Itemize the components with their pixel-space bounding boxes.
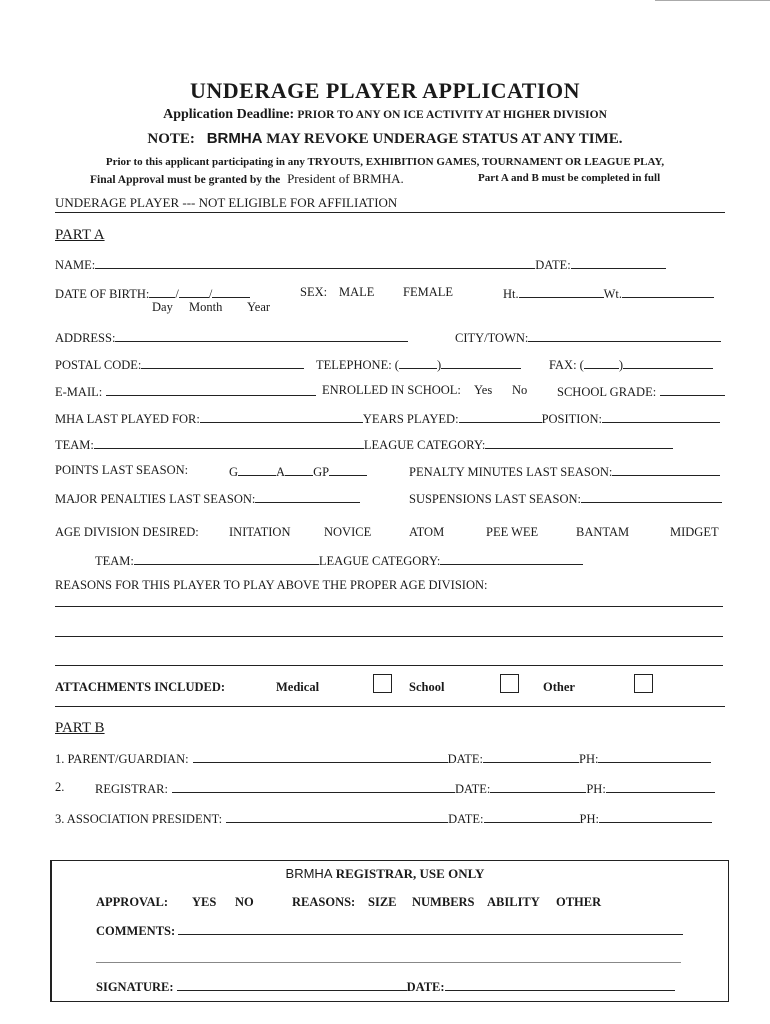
- sex-female-option[interactable]: FEMALE: [403, 285, 453, 299]
- attachment-school-checkbox[interactable]: [500, 674, 519, 693]
- weight-field[interactable]: [622, 285, 714, 298]
- reasons-line-1[interactable]: [55, 606, 723, 607]
- major-field[interactable]: [255, 490, 360, 503]
- postal-row: [55, 356, 304, 373]
- registrar-date-field[interactable]: [490, 780, 586, 793]
- team-row: [55, 436, 673, 453]
- position-field[interactable]: [602, 410, 720, 423]
- major-row: [55, 490, 360, 507]
- team2-label: TEAM:: [95, 554, 134, 568]
- registrar-number: 2.: [55, 780, 65, 794]
- sex-label: SEX:: [300, 285, 328, 299]
- part-a-end-rule: [55, 706, 725, 707]
- address-row: [55, 329, 408, 346]
- page-title: UNDERAGE PLAYER APPLICATION: [190, 78, 580, 103]
- suspensions-group: [409, 490, 722, 507]
- city-field[interactable]: [528, 329, 721, 342]
- division-pee-wee[interactable]: PEE WEE: [486, 525, 539, 539]
- president-date-label: DATE:: [448, 812, 484, 826]
- reason-ability-option[interactable]: ABILITY: [487, 895, 540, 909]
- attachment-medical-checkbox[interactable]: [373, 674, 392, 693]
- height-label: Ht.: [503, 287, 519, 301]
- division-initation[interactable]: INITATION: [229, 525, 291, 539]
- assists-field[interactable]: [285, 463, 313, 476]
- weight-label: Wt.: [603, 287, 623, 301]
- years-field[interactable]: [459, 410, 542, 423]
- mha-field[interactable]: [200, 410, 363, 423]
- reason-other-option[interactable]: OTHER: [556, 895, 602, 909]
- fax-group: [549, 356, 713, 373]
- parent-date-label: DATE:: [447, 752, 483, 766]
- age-division-label: AGE DIVISION DESIRED:: [55, 525, 199, 539]
- approval-yes-option[interactable]: YES: [192, 895, 217, 909]
- president-ph-field[interactable]: [599, 810, 712, 823]
- enrolled-no-option[interactable]: No: [512, 383, 528, 397]
- president-date-field[interactable]: [484, 810, 580, 823]
- name-label: NAME:: [55, 258, 96, 272]
- assists-label: A: [276, 465, 286, 479]
- position-label: POSITION:: [541, 412, 602, 426]
- name-field[interactable]: [95, 256, 535, 269]
- note-text: MAY REVOKE UNDERAGE STATUS AT ANY TIME.: [266, 131, 623, 147]
- attachment-other-checkbox[interactable]: [634, 674, 653, 693]
- president-label: 3. ASSOCIATION PRESIDENT:: [55, 812, 223, 826]
- team-field[interactable]: [94, 436, 364, 449]
- dob-month-caption: Month: [189, 300, 223, 314]
- registrar-row: [95, 780, 715, 797]
- address-field[interactable]: [115, 329, 408, 342]
- reason-size-option[interactable]: SIZE: [368, 895, 397, 909]
- points-group: [229, 463, 367, 480]
- corner-rule: [655, 0, 770, 1]
- signature-field[interactable]: [177, 978, 407, 991]
- enrolled-yes-option[interactable]: Yes: [474, 383, 493, 397]
- email-row: [55, 383, 316, 400]
- signature-row: [96, 978, 675, 995]
- dob-month-field[interactable]: [179, 285, 209, 298]
- pim-group: [409, 463, 720, 480]
- final-approval-text: Final Approval must be granted by the: [90, 174, 281, 186]
- date-field[interactable]: [571, 256, 666, 269]
- dob-label: DATE OF BIRTH:: [55, 287, 150, 301]
- part-ab-note: Part A and B must be completed in full: [478, 172, 661, 184]
- registrar-box-title-text: REGISTRAR, USE ONLY: [335, 866, 485, 881]
- parent-ph-label: PH:: [579, 752, 599, 766]
- team2-field[interactable]: [134, 552, 319, 565]
- division-midget[interactable]: MIDGET: [670, 525, 719, 539]
- pim-field[interactable]: [612, 463, 720, 476]
- major-label: MAJOR PENALTIES LAST SEASON:: [55, 492, 256, 506]
- comments-label: COMMENTS:: [96, 924, 176, 938]
- goals-label: G: [229, 465, 239, 479]
- points-label: POINTS LAST SEASON:: [55, 463, 189, 477]
- dob-sep-1: /: [175, 287, 179, 301]
- email-field[interactable]: [106, 383, 316, 396]
- registrar-date-label: DATE:: [454, 782, 491, 796]
- approval-label: APPROVAL:: [96, 895, 168, 909]
- dob-year-field[interactable]: [212, 285, 250, 298]
- president-ph-label: PH:: [579, 812, 599, 826]
- president-row: [55, 810, 712, 827]
- suspensions-field[interactable]: [581, 490, 722, 503]
- attachments-label: ATTACHMENTS INCLUDED:: [55, 680, 226, 694]
- attachment-medical-label: Medical: [276, 680, 320, 694]
- mha-label: MHA LAST PLAYED FOR:: [55, 412, 200, 426]
- registrar-box-org: BRMHA: [285, 866, 333, 881]
- note-line: [0, 130, 770, 148]
- division-atom[interactable]: ATOM: [409, 525, 445, 539]
- president-text: President of BRMHA.: [287, 171, 404, 186]
- comments-row: [96, 922, 683, 939]
- league2-label: LEAGUE CATEGORY:: [318, 554, 441, 568]
- address-label: ADDRESS:: [55, 331, 116, 345]
- fax-close: ): [618, 358, 624, 372]
- parent-label: 1. PARENT/GUARDIAN:: [55, 752, 189, 766]
- grade-label: SCHOOL GRADE:: [557, 385, 657, 399]
- name-row: [55, 256, 666, 273]
- parent-row: [55, 750, 711, 767]
- signature-date-label: DATE:: [406, 980, 445, 994]
- parent-field[interactable]: [193, 750, 448, 763]
- president-field[interactable]: [226, 810, 448, 823]
- parent-date-field[interactable]: [483, 750, 579, 763]
- dob-day-caption: Day: [152, 300, 173, 314]
- reasons-line-3[interactable]: [55, 665, 723, 666]
- pim-label: PENALTY MINUTES LAST SEASON:: [409, 465, 613, 479]
- city-group: [455, 329, 721, 346]
- reasons-box-label: REASONS:: [292, 895, 356, 909]
- league-label: LEAGUE CATEGORY:: [363, 438, 486, 452]
- city-label: CITY/TOWN:: [455, 331, 529, 345]
- division-bantam[interactable]: BANTAM: [576, 525, 630, 539]
- signature-date-field[interactable]: [445, 978, 675, 991]
- section-rule: [55, 212, 725, 213]
- deadline-label: Application Deadline:: [163, 107, 295, 122]
- height-group: [503, 285, 714, 302]
- grade-group: [557, 383, 725, 400]
- telephone-area-field[interactable]: [399, 356, 437, 369]
- enrolled-label: ENROLLED IN SCHOOL:: [322, 383, 461, 397]
- comments-field[interactable]: [178, 922, 683, 935]
- deadline-line: [0, 106, 770, 123]
- deadline-text: PRIOR TO ANY ON ICE ACTIVITY AT HIGHER DIVISION: [297, 109, 607, 121]
- note-org: BRMHA: [206, 130, 263, 147]
- team2-row: [95, 552, 583, 569]
- league2-field[interactable]: [440, 552, 583, 565]
- fax-label: FAX: (: [549, 358, 584, 372]
- gp-field[interactable]: [329, 463, 367, 476]
- registrar-box-title: [0, 866, 770, 882]
- dob-sep-2: /: [208, 287, 213, 301]
- suspensions-label: SUSPENSIONS LAST SEASON:: [409, 492, 582, 506]
- reasons-line-2[interactable]: [55, 636, 723, 637]
- postal-label: POSTAL CODE:: [55, 358, 142, 372]
- email-label: E-MAIL:: [55, 385, 103, 399]
- approval-no-option[interactable]: NO: [235, 895, 254, 909]
- league-field[interactable]: [485, 436, 673, 449]
- parent-ph-field[interactable]: [598, 750, 711, 763]
- years-label: YEARS PLAYED:: [362, 412, 459, 426]
- section-title: UNDERAGE PLAYER --- NOT ELIGIBLE FOR AFFILIATION: [55, 195, 398, 210]
- attachment-school-label: School: [409, 680, 445, 694]
- reasons-label: REASONS FOR THIS PLAYER TO PLAY ABOVE THE PROPER AGE DIVISION:: [55, 578, 488, 592]
- height-field[interactable]: [519, 285, 604, 298]
- attachment-other-label: Other: [543, 680, 575, 694]
- team-label: TEAM:: [55, 438, 94, 452]
- goals-field[interactable]: [238, 463, 276, 476]
- sex-male-option[interactable]: MALE: [339, 285, 375, 299]
- part-b-heading: PART B: [55, 720, 105, 736]
- telephone-field[interactable]: [441, 356, 521, 369]
- final-approval: [90, 171, 404, 187]
- telephone-close: ): [436, 358, 442, 372]
- telephone-label: TELEPHONE: (: [316, 358, 399, 372]
- note-label: NOTE:: [147, 131, 195, 147]
- reason-numbers-option[interactable]: NUMBERS: [412, 895, 475, 909]
- registrar-field[interactable]: [172, 780, 455, 793]
- registrar-ph-label: PH:: [586, 782, 606, 796]
- comments-line-2[interactable]: [96, 962, 681, 963]
- prior-line: Prior to this applicant participating in any TRYOUTS, EXHIBITION GAMES, TOURNAMENT OR LEAGUE PLAY,: [105, 156, 665, 168]
- fax-field[interactable]: [623, 356, 713, 369]
- part-a-heading: PART A: [55, 227, 105, 243]
- gp-label: GP: [313, 465, 330, 479]
- registrar-ph-field[interactable]: [606, 780, 715, 793]
- grade-field[interactable]: [660, 383, 725, 396]
- signature-label: SIGNATURE:: [96, 980, 174, 994]
- division-novice[interactable]: NOVICE: [324, 525, 372, 539]
- dob-day-field[interactable]: [149, 285, 175, 298]
- date-label: DATE:: [535, 258, 571, 272]
- mha-row: [55, 410, 720, 427]
- postal-field[interactable]: [141, 356, 304, 369]
- fax-area-field[interactable]: [584, 356, 619, 369]
- telephone-group: [316, 356, 521, 373]
- registrar-label: REGISTRAR:: [95, 782, 168, 796]
- dob-year-caption: Year: [247, 300, 271, 314]
